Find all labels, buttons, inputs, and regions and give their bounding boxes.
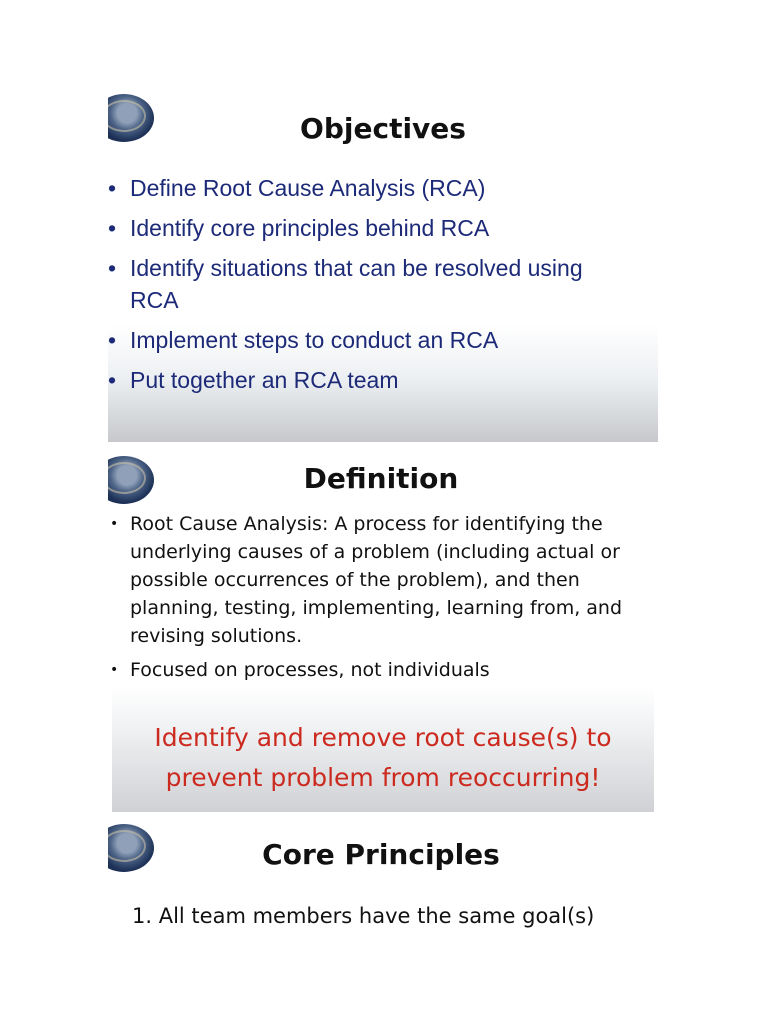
bullet-icon: •	[108, 367, 117, 393]
objectives-list	[108, 172, 610, 404]
slide-definition	[108, 452, 654, 812]
slide-title: Definition	[303, 462, 459, 495]
list-item: • Identify situations that can be resolved using RCA	[108, 252, 610, 316]
slide-title: Objectives	[300, 112, 466, 145]
callout-line: Identify and remove root cause(s) to	[154, 723, 612, 752]
list-item: • Define Root Cause Analysis (RCA)	[108, 172, 610, 204]
numbered-item: 1. All team members have the same goal(s)	[132, 904, 595, 928]
slide-core-principles	[108, 822, 654, 1022]
definition-list	[108, 510, 648, 690]
bullet-icon: •	[110, 662, 119, 678]
callout-box	[112, 688, 654, 812]
bullet-icon: •	[108, 215, 117, 241]
bullet-icon: •	[108, 255, 117, 281]
list-item: • Focused on processes, not individuals	[108, 656, 648, 684]
list-item: • Put together an RCA team	[108, 364, 610, 396]
list-item: • Identify core principles behind RCA	[108, 212, 610, 244]
bullet-icon: •	[110, 516, 119, 532]
bullet-icon: •	[108, 175, 117, 201]
slide-title: Core Principles	[262, 838, 500, 871]
bullet-icon: •	[108, 327, 117, 353]
slide-objectives	[108, 90, 658, 442]
list-item: • Implement steps to conduct an RCA	[108, 324, 610, 356]
callout-line: prevent problem from reoccurring!	[165, 763, 601, 792]
list-item: • Root Cause Analysis: A process for identifying the underlying causes of a problem (including actual or possible occurrences of the problem), and then planning, testing, implementing, learning from, and revising solutions.	[108, 510, 648, 650]
